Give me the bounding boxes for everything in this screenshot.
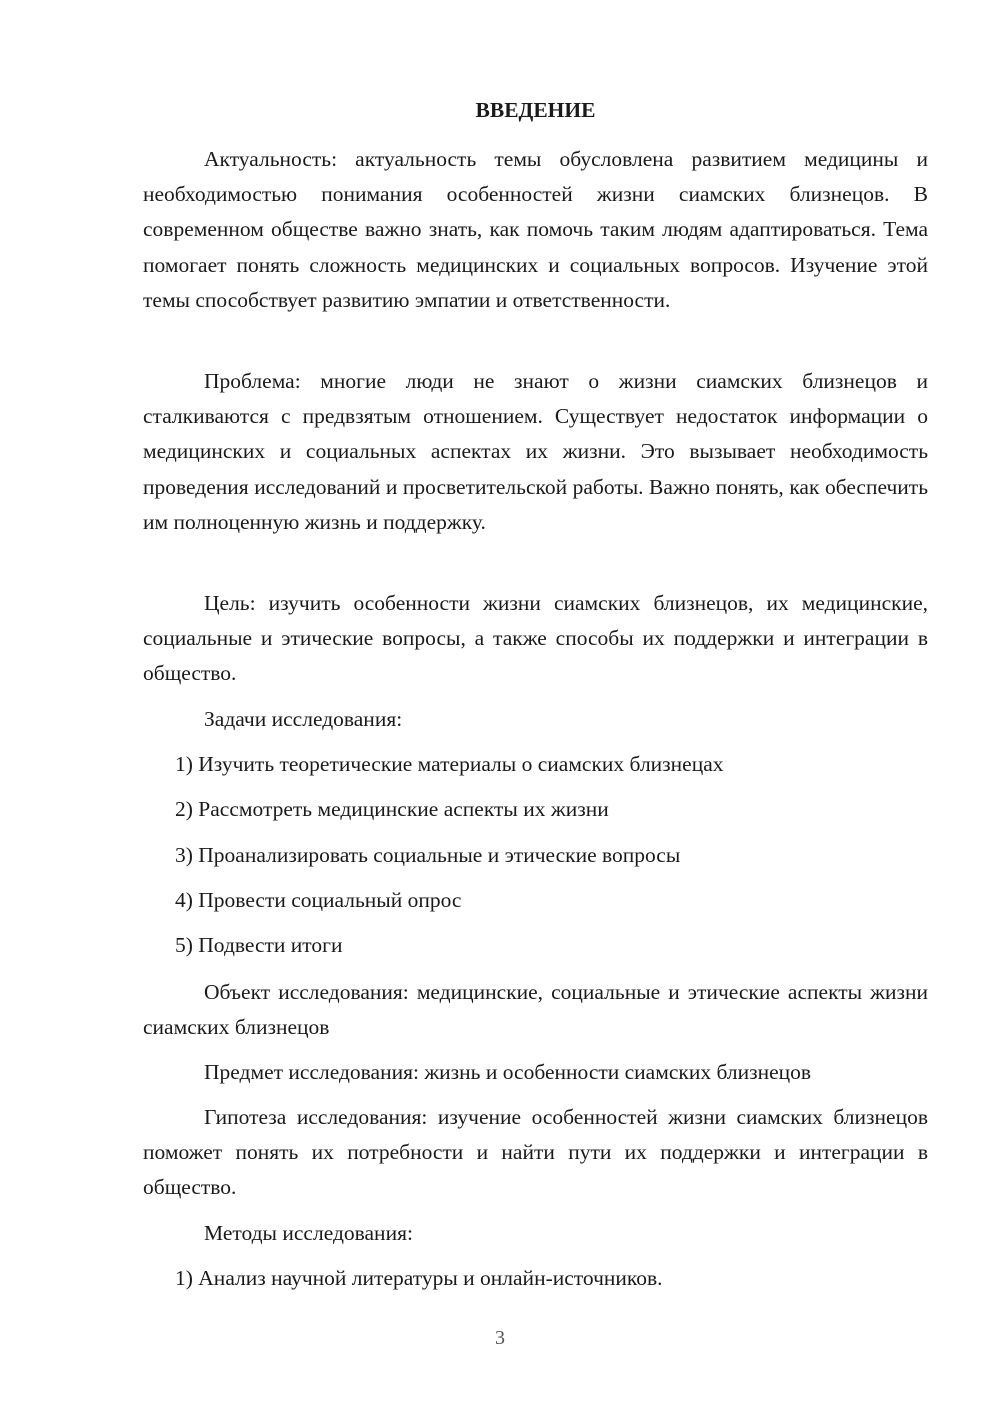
task-item: 5) Подвести итоги xyxy=(175,933,343,957)
task-item: 4) Провести социальный опрос xyxy=(175,888,462,912)
goal-paragraph: Цель: изучить особенности жизни сиамских близнецов, их медицинские, социальные и этические вопросы, а также способы их поддержки и интеграции в общество. xyxy=(143,591,928,686)
object-paragraph: Объект исследования: медицинские, социальные и этические аспекты жизни сиамских близнецов xyxy=(143,980,928,1040)
relevance-paragraph: Актуальность: актуальность темы обусловлена развитием медицины и необходимостью понимания особенностей жизни сиамских близнецов. В современном обществе важно знать, как помочь таким людям адаптироваться. Тема помогает понять сложность медицинских и социальных вопросов. Изучение этой темы способствует развитию эмпатии и ответственности. xyxy=(143,147,928,312)
problem-paragraph: Проблема: многие люди не знают о жизни сиамских близнецов и сталкиваются с предвзятым отношением. Существует недостаток информации о медицинских и социальных аспектах их жизни. Это вызывает необходимость проведения исследований и просветительской работы. Важно понять, как обеспечить им полноценную жизнь и поддержку. xyxy=(143,369,928,534)
tasks-title: Задачи исследования: xyxy=(204,707,403,731)
task-item: 3) Проанализировать социальные и этические вопросы xyxy=(175,843,681,867)
hypothesis-paragraph: Гипотеза исследования: изучение особенностей жизни сиамских близнецов поможет понять их потребности и найти пути их поддержки и интеграции в общество. xyxy=(143,1105,928,1200)
methods-title: Методы исследования: xyxy=(204,1221,413,1245)
subject-paragraph: Предмет исследования: жизнь и особенности сиамских близнецов xyxy=(204,1060,812,1084)
section-heading: ВВЕДЕНИЕ xyxy=(475,98,596,122)
task-item: 2) Рассмотреть медицинские аспекты их жизни xyxy=(175,797,609,821)
method-item: 1) Анализ научной литературы и онлайн-источников. xyxy=(175,1266,663,1290)
task-item: 1) Изучить теоретические материалы о сиамских близнецах xyxy=(175,752,724,776)
page-number: 3 xyxy=(495,1327,505,1349)
